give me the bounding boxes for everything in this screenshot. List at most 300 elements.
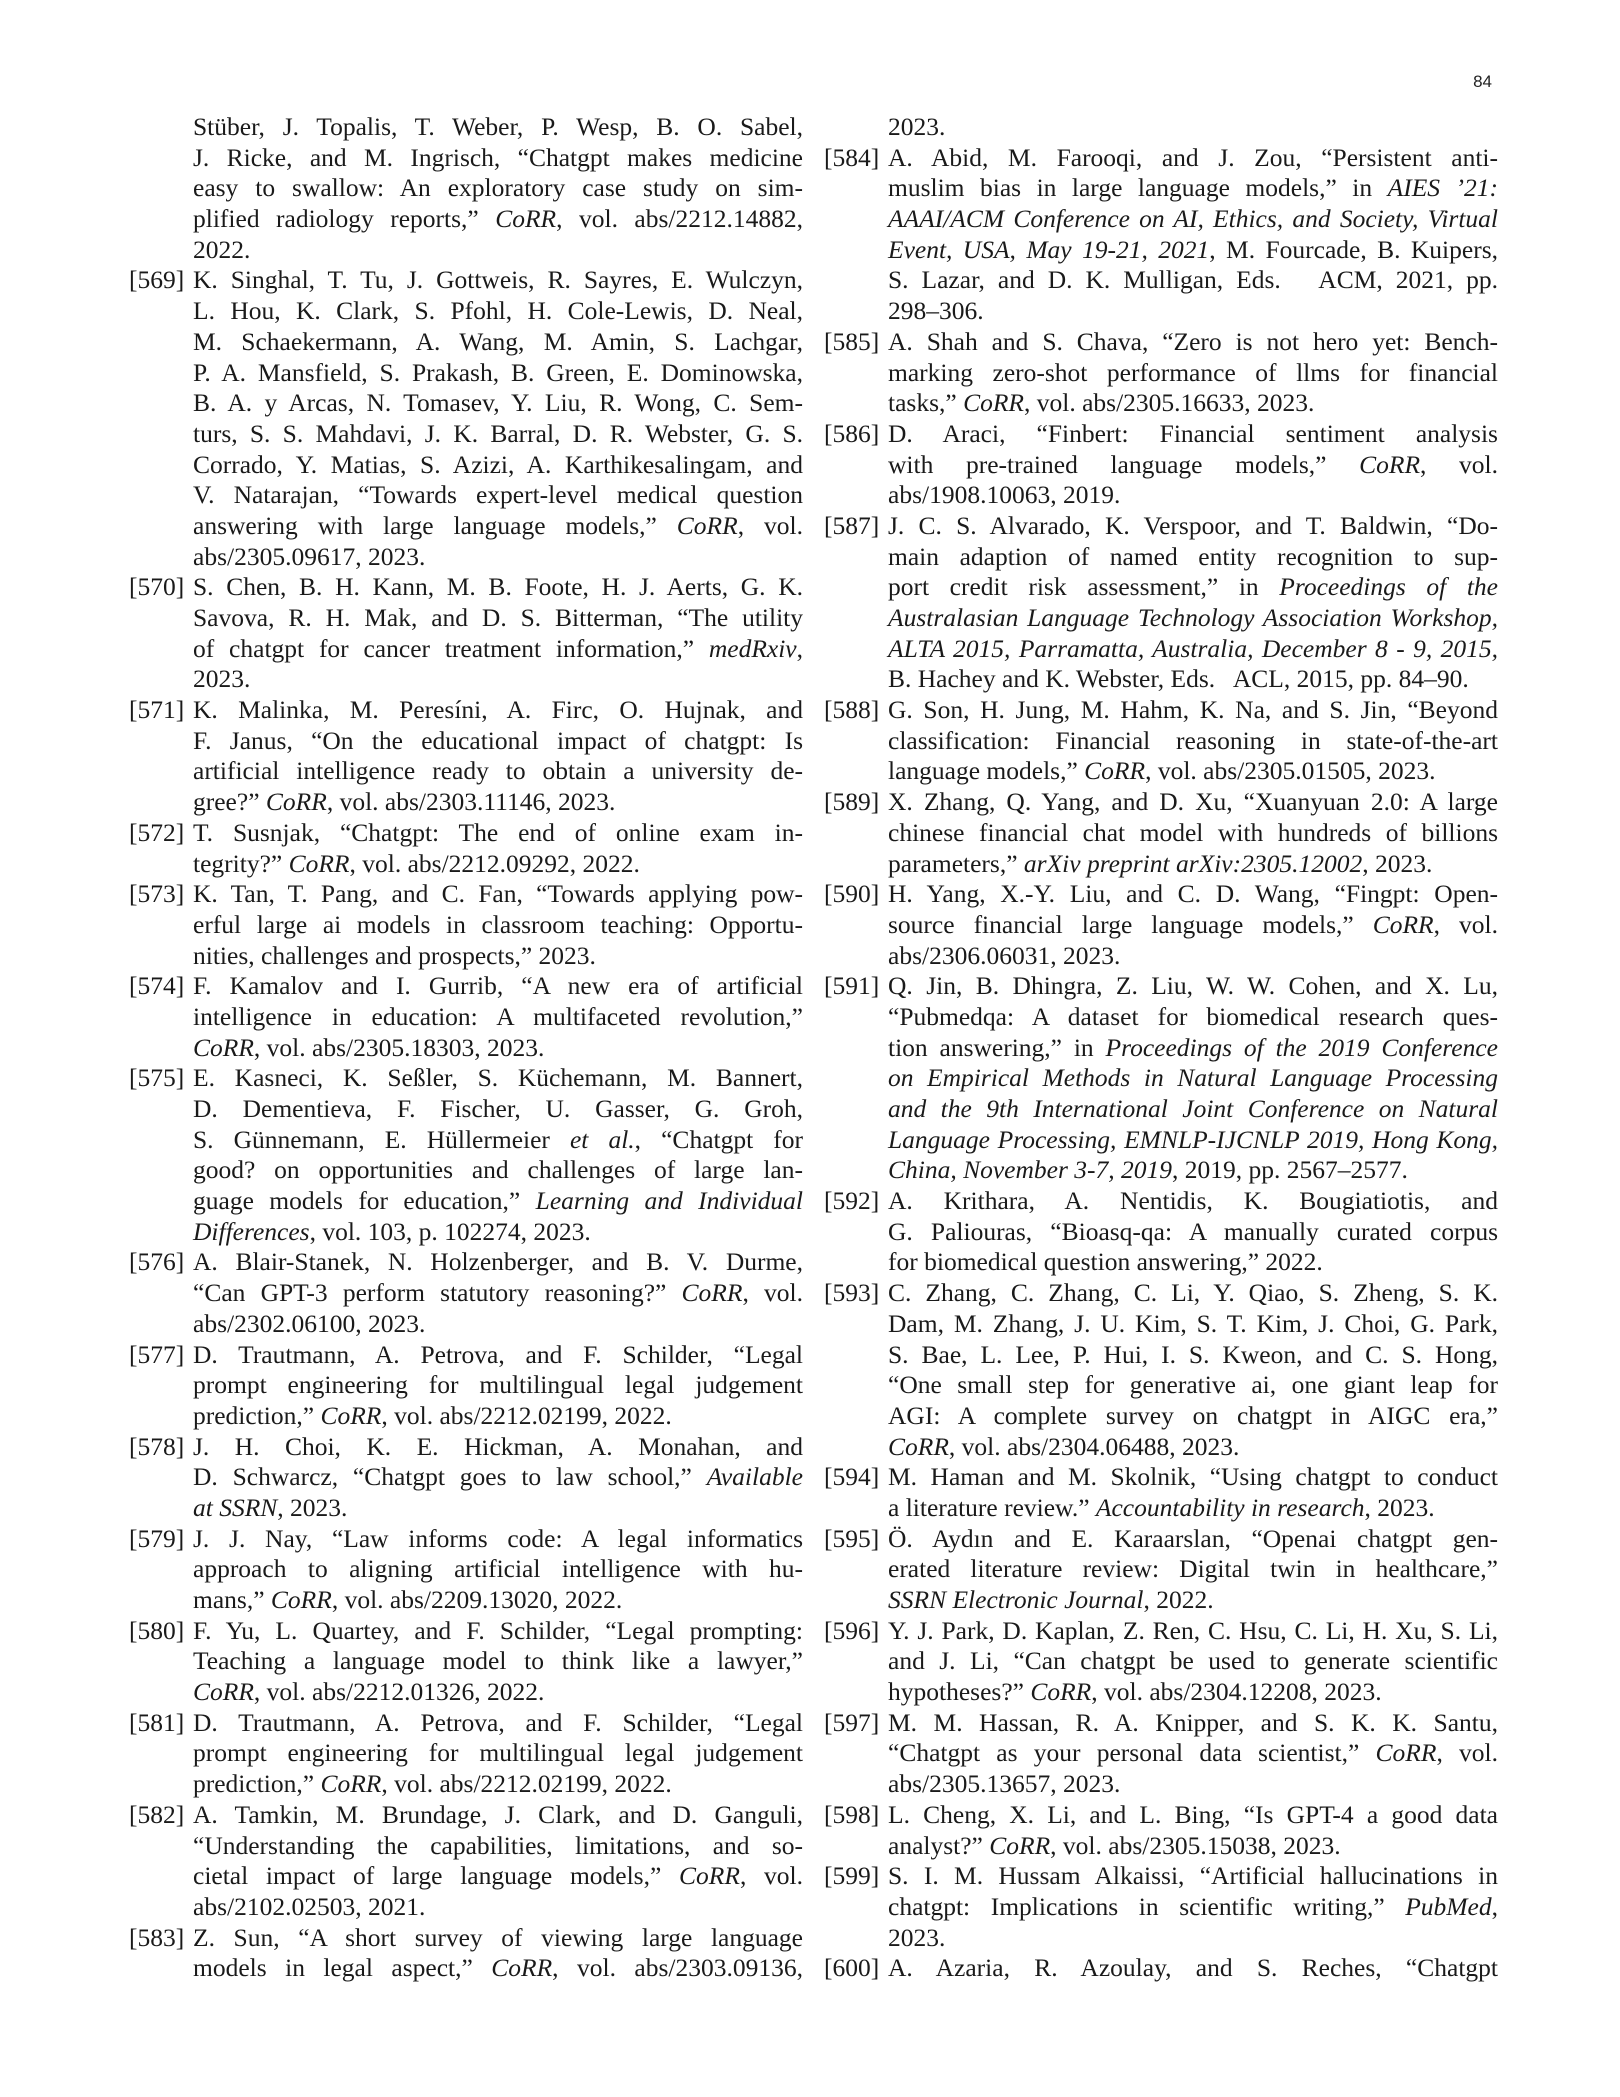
reference-text: D. Dementieva, F. Fischer, U. Gasser, G. Groh, xyxy=(193,1094,803,1123)
reference-text: source financial large language models,” xyxy=(888,909,1373,939)
reference-venue-italic: CoRR xyxy=(193,1032,254,1062)
reference-number: [595] xyxy=(824,1523,880,1553)
reference-line xyxy=(193,1370,803,1401)
reference-text: A. Blair-Stanek, N. Holzenberger, and B. V. Durme, xyxy=(193,1247,803,1277)
reference-text: parameters,” xyxy=(888,848,1024,878)
reference-text: abs/2302.06100, 2023. xyxy=(193,1308,426,1338)
reference-number: [572] xyxy=(129,817,185,847)
reference-line xyxy=(193,265,803,296)
reference-venue-italic: et al. xyxy=(569,1124,635,1154)
reference-number: [588] xyxy=(824,695,880,725)
reference-text: J. C. S. Alvarado, K. Verspoor, and T. Baldwin, “Do- xyxy=(888,510,1498,540)
reference-text: abs/2305.09617, 2023. xyxy=(193,541,426,571)
reference-entry xyxy=(824,1707,1498,1800)
reference-venue-italic: on Empirical Methods in Natural Language Processing xyxy=(888,1063,1498,1093)
reference-text: A. Tamkin, M. Brundage, J. Clark, and D. Ganguli, xyxy=(193,1799,803,1829)
reference-line xyxy=(888,818,1498,849)
reference-text: B. Hachey and K. Webster, Eds. ACL, 2015, pp. 84–90. xyxy=(888,664,1469,694)
reference-line xyxy=(888,1616,1498,1647)
reference-line xyxy=(193,664,803,695)
reference-line xyxy=(888,879,1498,910)
reference-text: M. M. Hassan, R. A. Knipper, and S. K. K. Santu, xyxy=(888,1707,1498,1737)
reference-venue-italic: CoRR xyxy=(963,388,1024,418)
reference-line xyxy=(193,1002,803,1033)
reference-text: gree?” xyxy=(193,787,266,817)
reference-text: , vol. abs/2304.12208, 2023. xyxy=(1091,1677,1382,1707)
reference-text: S. Bae, L. Lee, P. Hui, I. S. Kweon, and C. S. Hong, xyxy=(888,1339,1498,1369)
reference-line xyxy=(888,664,1498,695)
reference-text: abs/2306.06031, 2023. xyxy=(888,940,1121,970)
reference-number: [581] xyxy=(129,1707,185,1737)
reference-text: language models,” xyxy=(888,756,1085,786)
reference-text: “One small step for generative ai, one giant leap for xyxy=(888,1370,1498,1400)
reference-text: S. Lazar, and D. K. Mulligan, Eds. ACM, 2021, pp. xyxy=(888,265,1498,295)
reference-text: “Pubmedqa: A dataset for biomedical research ques- xyxy=(888,1001,1498,1031)
reference-line xyxy=(888,634,1498,665)
reference-line xyxy=(193,787,803,818)
reference-text: S. I. M. Hussam Alkaissi, “Artificial hallucinations in xyxy=(888,1861,1498,1891)
reference-text: turs, S. S. Mahdavi, J. K. Barral, D. R. Webster, G. S. xyxy=(193,418,803,448)
reference-text: with pre-trained language models,” xyxy=(888,449,1360,479)
reference-number: [574] xyxy=(129,971,185,1001)
reference-text: good? on opportunities and challenges of large lan- xyxy=(193,1155,803,1185)
reference-entry xyxy=(129,1615,803,1708)
reference-entry xyxy=(824,1523,1498,1616)
reference-number: [584] xyxy=(824,142,880,172)
reference-text: , vol. abs/2212.09292, 2022. xyxy=(349,848,640,878)
reference-line xyxy=(888,1186,1498,1217)
reference-text: , vol. xyxy=(737,510,803,540)
reference-text: approach to aligning artificial intelligence with hu- xyxy=(193,1554,803,1584)
reference-text: Dam, M. Zhang, J. U. Kim, S. T. Kim, J. Choi, G. Park, xyxy=(888,1308,1498,1338)
reference-line xyxy=(193,1554,803,1585)
reference-line xyxy=(193,358,803,389)
reference-venue-italic: CoRR xyxy=(888,1431,949,1461)
reference-number: [586] xyxy=(824,418,880,448)
reference-line xyxy=(888,910,1498,941)
reference-number: [582] xyxy=(129,1799,185,1829)
reference-text: muslim bias in large language models,” in xyxy=(888,173,1388,203)
reference-number: [585] xyxy=(824,326,880,356)
reference-line xyxy=(888,1063,1498,1094)
reference-line xyxy=(888,1247,1498,1278)
reference-entry xyxy=(824,1186,1498,1278)
reference-text: A. Abid, M. Farooqi, and J. Zou, “Persistent anti- xyxy=(888,142,1498,172)
reference-line xyxy=(193,756,803,787)
reference-text: , vol. 103, p. 102274, 2023. xyxy=(309,1216,591,1246)
reference-text: , vol. abs/2305.01505, 2023. xyxy=(1145,756,1436,786)
reference-venue-italic: CoRR xyxy=(270,1585,332,1614)
reference-line xyxy=(888,296,1498,327)
reference-text: 2023. xyxy=(193,664,251,694)
reference-number: [578] xyxy=(129,1431,185,1461)
reference-text: D. Schwarcz, “Chatgpt goes to law school,” xyxy=(193,1462,707,1492)
reference-venue-italic: CoRR xyxy=(1084,756,1146,786)
reference-number: [571] xyxy=(129,695,185,725)
reference-line xyxy=(888,511,1498,542)
reference-text: , vol. xyxy=(1433,909,1498,939)
reference-column-right xyxy=(824,112,1499,1984)
reference-line xyxy=(888,235,1498,266)
reference-text: cietal impact of large language models,” xyxy=(193,1861,680,1891)
reference-entry xyxy=(824,1462,1498,1523)
reference-entry xyxy=(824,1953,1498,1984)
reference-number: [577] xyxy=(129,1339,185,1369)
reference-text: Z. Sun, “A short survey of viewing large language xyxy=(193,1922,803,1952)
reference-entry xyxy=(129,572,803,695)
reference-line xyxy=(888,204,1498,235)
reference-venue-italic: CoRR xyxy=(320,1400,382,1430)
reference-entry xyxy=(129,817,803,879)
reference-line xyxy=(888,1953,1498,1984)
reference-text: Teaching a language model to think like a lawyer,” xyxy=(193,1646,803,1676)
reference-line xyxy=(888,480,1498,511)
reference-line xyxy=(888,849,1498,880)
reference-line xyxy=(888,941,1498,972)
reference-text: main adaption of named entity recognition to sup- xyxy=(888,541,1498,571)
reference-text: AGI: A complete survey on chatgpt in AIGC era,” xyxy=(888,1400,1498,1430)
reference-text: answering with large language models,” xyxy=(193,510,677,540)
reference-venue-italic: CoRR xyxy=(1359,449,1421,479)
reference-text: tegrity?” xyxy=(193,848,289,878)
reference-line xyxy=(888,419,1498,450)
reference-line xyxy=(193,910,803,941)
reference-text: , vol. abs/2305.18303, 2023. xyxy=(253,1032,545,1062)
reference-venue-italic: Proceedings of the 2019 Conference xyxy=(1105,1032,1498,1062)
reference-text: tasks,” xyxy=(888,388,964,418)
reference-text: chatgpt: Implications in scientific writing,” xyxy=(888,1891,1406,1921)
reference-text: J. Ricke, and M. Ingrisch, “Chatgpt makes medicine xyxy=(193,142,803,172)
reference-number: [569] xyxy=(129,265,185,295)
reference-entry xyxy=(129,1339,803,1432)
reference-text: J. H. Choi, K. E. Hickman, A. Monahan, and xyxy=(193,1431,803,1461)
reference-line xyxy=(193,1677,803,1708)
reference-number: [570] xyxy=(129,572,185,602)
reference-venue-italic: CoRR xyxy=(681,1278,743,1308)
reference-text: F. Janus, “On the educational impact of chatgpt: Is xyxy=(193,725,803,755)
reference-text: models in legal aspect,” xyxy=(193,1953,492,1983)
reference-venue-italic: CoRR xyxy=(989,1830,1051,1860)
reference-text: nities, challenges and prospects,” 2023. xyxy=(193,940,596,970)
reference-line xyxy=(193,1738,803,1769)
reference-entry xyxy=(129,1247,803,1339)
reference-line xyxy=(193,572,803,603)
reference-line xyxy=(888,1585,1498,1616)
reference-line xyxy=(888,327,1498,358)
reference-entry xyxy=(129,879,803,971)
reference-number: [590] xyxy=(824,879,880,909)
reference-text: abs/1908.10063, 2019. xyxy=(888,480,1121,510)
reference-line xyxy=(888,1923,1498,1954)
reference-line xyxy=(888,1738,1498,1769)
reference-entry xyxy=(824,510,1498,695)
reference-text: analyst?” xyxy=(888,1830,990,1860)
reference-text: and J. Li, “Can chatgpt be used to generate scientific xyxy=(888,1646,1498,1676)
reference-venue-italic: CoRR xyxy=(491,1953,553,1983)
reference-line xyxy=(888,1554,1498,1585)
reference-venue-italic: Proceedings of the xyxy=(1279,572,1498,602)
reference-line xyxy=(888,1033,1498,1064)
reference-line xyxy=(888,450,1498,481)
reference-line xyxy=(888,1002,1498,1033)
reference-venue-italic: medRxiv xyxy=(708,633,797,663)
reference-line xyxy=(888,1094,1498,1125)
reference-number: [591] xyxy=(824,971,880,1001)
reference-text: erated literature review: Digital twin in healthcare,” xyxy=(888,1554,1498,1584)
reference-line xyxy=(193,1033,803,1064)
reference-line xyxy=(193,143,803,174)
reference-line xyxy=(193,849,803,880)
reference-text: , xyxy=(1491,1891,1498,1921)
reference-entry xyxy=(129,1431,803,1524)
reference-line xyxy=(888,603,1498,634)
reference-line xyxy=(193,1432,803,1463)
reference-venue-italic: CoRR xyxy=(1030,1677,1092,1707)
reference-line xyxy=(193,1861,803,1892)
reference-text: , vol. abs/2303.09136, xyxy=(552,1953,803,1983)
reference-line xyxy=(193,1186,803,1217)
reference-line xyxy=(888,1769,1498,1800)
reference-line xyxy=(193,1125,803,1156)
reference-number: [594] xyxy=(824,1462,880,1492)
reference-line xyxy=(888,1432,1498,1463)
reference-text: chinese financial chat model with hundreds of billions xyxy=(888,817,1498,847)
reference-line xyxy=(193,388,803,419)
reference-text: , 2023. xyxy=(277,1492,348,1522)
reference-text: D. Trautmann, A. Petrova, and F. Schilder, “Legal xyxy=(193,1339,803,1369)
reference-line xyxy=(888,1370,1498,1401)
reference-venue-italic: AIES ’21: xyxy=(1387,173,1498,203)
reference-line xyxy=(888,1493,1498,1524)
reference-venue-italic: Available xyxy=(706,1462,803,1492)
reference-number: [592] xyxy=(824,1186,880,1216)
reference-line xyxy=(193,818,803,849)
reference-text: A. Shah and S. Chava, “Zero is not hero yet: Bench- xyxy=(888,326,1498,356)
reference-line xyxy=(193,1524,803,1555)
reference-line xyxy=(888,173,1498,204)
reference-text: G. Son, H. Jung, M. Hahm, K. Na, and S. Jin, “Beyond xyxy=(888,695,1498,725)
reference-venue-italic: Learning and Individual xyxy=(535,1186,803,1216)
reference-line xyxy=(888,1677,1498,1708)
reference-entry xyxy=(824,1861,1498,1953)
reference-venue-italic: CoRR xyxy=(1372,909,1434,939)
reference-entry xyxy=(129,971,803,1063)
reference-line xyxy=(888,542,1498,573)
reference-text: erful large ai models in classroom teaching: Opportu- xyxy=(193,909,803,939)
reference-text: V. Natarajan, “Towards expert-level medical question xyxy=(193,480,803,510)
reference-line xyxy=(888,1800,1498,1831)
reference-text: , vol. abs/2212.02199, 2022. xyxy=(381,1769,672,1799)
reference-text: “Understanding the capabilities, limitations, and so- xyxy=(193,1830,803,1860)
reference-line xyxy=(193,1309,803,1340)
reference-text: P. A. Mansfield, S. Prakash, B. Green, E. Dominowska, xyxy=(193,357,803,387)
reference-entry xyxy=(824,1278,1498,1462)
reference-venue-italic: CoRR xyxy=(495,204,557,234)
reference-line xyxy=(888,1462,1498,1493)
reference-line xyxy=(193,1155,803,1186)
reference-text: A. Azaria, R. Azoulay, and S. Reches, “Chatgpt xyxy=(888,1953,1498,1983)
reference-text: for biomedical question answering,” 2022. xyxy=(888,1247,1323,1277)
reference-line xyxy=(193,1831,803,1862)
reference-entry xyxy=(129,1063,803,1247)
reference-text: , vol. xyxy=(742,1278,803,1308)
reference-text: , vol. abs/2212.02199, 2022. xyxy=(381,1400,672,1430)
reference-text: , vol. xyxy=(739,1861,803,1891)
reference-line xyxy=(193,1493,803,1524)
reference-line xyxy=(888,1861,1498,1892)
reference-text: Ö. Aydın and E. Karaarslan, “Openai chatgpt gen- xyxy=(888,1523,1498,1553)
reference-line xyxy=(193,1401,803,1432)
reference-venue-italic: CoRR xyxy=(1375,1738,1437,1768)
reference-number: [587] xyxy=(824,510,880,540)
reference-line xyxy=(193,1063,803,1094)
reference-text: L. Hou, K. Clark, S. Pfohl, H. Cole-Lewis, D. Neal, xyxy=(193,296,803,326)
reference-venue-italic: CoRR xyxy=(265,787,327,817)
reference-text: A. Krithara, A. Nentidis, K. Bougiatiotis, and xyxy=(888,1186,1498,1216)
reference-line xyxy=(193,634,803,665)
reference-text: K. Tan, T. Pang, and C. Fan, “Towards applying pow- xyxy=(193,879,803,909)
reference-entry xyxy=(824,1615,1498,1708)
reference-text: , vol. xyxy=(1420,449,1498,479)
reference-venue-italic: at SSRN xyxy=(193,1492,278,1522)
reference-line xyxy=(193,235,803,266)
page-number: 84 xyxy=(1473,72,1492,91)
reference-text: Stüber, J. Topalis, T. Weber, P. Wesp, B. O. Sabel, xyxy=(193,112,803,141)
reference-text: port credit risk assessment,” in xyxy=(888,572,1280,602)
reference-venue-italic: Language Processing, EMNLP-IJCNLP 2019, Hong Kong, xyxy=(888,1124,1498,1154)
reference-line xyxy=(193,1646,803,1677)
reference-venue-italic: Differences xyxy=(193,1216,310,1246)
reference-text: L. Cheng, X. Li, and L. Bing, “Is GPT-4 a good data xyxy=(888,1799,1498,1829)
reference-entry xyxy=(129,1707,803,1800)
reference-text: Y. J. Park, D. Kaplan, Z. Ren, C. Hsu, C. Li, H. Xu, S. Li, xyxy=(888,1615,1498,1645)
reference-text: , vol. abs/2305.15038, 2023. xyxy=(1050,1830,1341,1860)
reference-line xyxy=(193,327,803,358)
reference-venue-italic: and the 9th International Joint Conference on Natural xyxy=(888,1094,1498,1123)
reference-line xyxy=(888,112,1498,143)
reference-number: [596] xyxy=(824,1615,880,1645)
reference-entry xyxy=(129,695,803,818)
reference-line xyxy=(888,358,1498,389)
reference-entry xyxy=(824,418,1498,511)
reference-line xyxy=(193,296,803,327)
reference-text: , vol. abs/2303.11146, 2023. xyxy=(326,787,616,817)
reference-entry xyxy=(824,326,1498,419)
reference-text: , vol. abs/2212.01326, 2022. xyxy=(253,1677,545,1707)
reference-text: B. A. y Arcas, N. Tomasev, Y. Liu, R. Wong, C. Sem- xyxy=(193,388,803,418)
reference-text: Corrado, Y. Matias, S. Azizi, A. Karthikesalingam, and xyxy=(193,449,803,479)
reference-text: D. Araci, “Finbert: Financial sentiment analysis xyxy=(888,418,1498,448)
reference-line xyxy=(193,1462,803,1493)
reference-line xyxy=(193,1278,803,1309)
reference-line xyxy=(193,1585,803,1616)
reference-number: [598] xyxy=(824,1799,880,1829)
reference-text: prompt engineering for multilingual legal judgement xyxy=(193,1738,803,1768)
reference-text: Savova, R. H. Mak, and D. S. Bitterman, “The utility xyxy=(193,603,803,632)
reference-line xyxy=(888,1125,1498,1156)
reference-venue-italic: CoRR xyxy=(676,510,738,540)
reference-text: X. Zhang, Q. Yang, and D. Xu, “Xuanyuan 2.0: A large xyxy=(888,787,1498,817)
reference-line xyxy=(193,726,803,757)
reference-venue-italic: SSRN Electronic Journal xyxy=(888,1585,1144,1614)
reference-line xyxy=(193,941,803,972)
reference-text: S. Günnemann, E. Hüllermeier xyxy=(193,1124,570,1154)
reference-venue-italic: arXiv preprint arXiv:2305.12002 xyxy=(1023,848,1363,878)
reference-number: [589] xyxy=(824,787,880,817)
reference-line xyxy=(193,450,803,481)
reference-entry xyxy=(824,695,1498,787)
reference-text: guage models for education,” xyxy=(193,1186,536,1216)
reference-line xyxy=(888,1340,1498,1371)
reference-text: easy to swallow: An exploratory case study on sim- xyxy=(193,173,803,203)
reference-entry xyxy=(824,787,1498,879)
reference-text: Q. Jin, B. Dhingra, Z. Liu, W. W. Cohen, and X. Lu, xyxy=(888,971,1498,1001)
reference-line xyxy=(888,572,1498,603)
reference-line xyxy=(888,695,1498,726)
reference-line xyxy=(193,1800,803,1831)
reference-number: [580] xyxy=(129,1615,185,1645)
reference-text: plified radiology reports,” xyxy=(193,204,496,234)
reference-entry xyxy=(824,879,1498,971)
reference-text: abs/2305.13657, 2023. xyxy=(888,1769,1121,1799)
reference-venue-italic: CoRR xyxy=(288,848,350,878)
reference-text: , M. Fourcade, B. Kuipers, xyxy=(1209,234,1499,264)
reference-text: , 2023. xyxy=(1362,848,1433,878)
reference-line xyxy=(193,1892,803,1923)
reference-line xyxy=(193,204,803,235)
reference-number: [583] xyxy=(129,1922,185,1952)
reference-entry xyxy=(888,112,1498,143)
reference-text: 298–306. xyxy=(888,296,984,326)
reference-line xyxy=(193,695,803,726)
reference-entry xyxy=(129,1922,803,1984)
reference-line xyxy=(193,879,803,910)
reference-venue-italic: CoRR xyxy=(193,1677,254,1707)
reference-text: 2023. xyxy=(888,1922,946,1952)
reference-line xyxy=(193,1616,803,1647)
reference-line xyxy=(888,1646,1498,1677)
reference-line xyxy=(888,1708,1498,1739)
reference-line xyxy=(193,1708,803,1739)
reference-text: D. Trautmann, A. Petrova, and F. Schilder, “Legal xyxy=(193,1707,803,1737)
reference-line xyxy=(193,1769,803,1800)
reference-text: C. Zhang, C. Zhang, C. Li, Y. Qiao, S. Zheng, S. K. xyxy=(888,1278,1498,1308)
reference-text: , vol. abs/2212.14882, xyxy=(556,204,803,234)
reference-venue-italic: Event, USA, May 19-21, 2021 xyxy=(888,234,1210,264)
reference-line xyxy=(888,726,1498,757)
reference-text: H. Yang, X.-Y. Liu, and C. D. Wang, “Fingpt: Open- xyxy=(888,879,1498,909)
reference-number: [600] xyxy=(824,1953,880,1983)
reference-venue-italic: Australasian Language Technology Association Workshop, xyxy=(888,603,1498,632)
reference-text: S. Chen, B. H. Kann, M. B. Foote, H. J. Aerts, G. K. xyxy=(193,572,803,602)
reference-venue-italic: China, November 3-7, 2019 xyxy=(888,1155,1173,1185)
reference-text: , 2022. xyxy=(1143,1585,1214,1614)
reference-entry xyxy=(824,971,1498,1186)
reference-entry xyxy=(824,142,1499,327)
reference-number: [579] xyxy=(129,1523,185,1553)
reference-text: F. Yu, L. Quartey, and F. Schilder, “Legal prompting: xyxy=(193,1615,803,1645)
reference-text: G. Paliouras, “Bioasq-qa: A manually curated corpus xyxy=(888,1216,1498,1246)
reference-number: [576] xyxy=(129,1247,185,1277)
reference-line xyxy=(888,265,1498,296)
reference-line xyxy=(193,603,803,634)
reference-text: mans,” xyxy=(193,1585,271,1614)
reference-line xyxy=(193,511,803,542)
reference-text: 2023. xyxy=(888,112,946,141)
reference-entry xyxy=(129,265,803,572)
reference-text: prompt engineering for multilingual legal judgement xyxy=(193,1370,803,1400)
reference-text: M. Haman and M. Skolnik, “Using chatgpt to conduct xyxy=(888,1462,1498,1492)
